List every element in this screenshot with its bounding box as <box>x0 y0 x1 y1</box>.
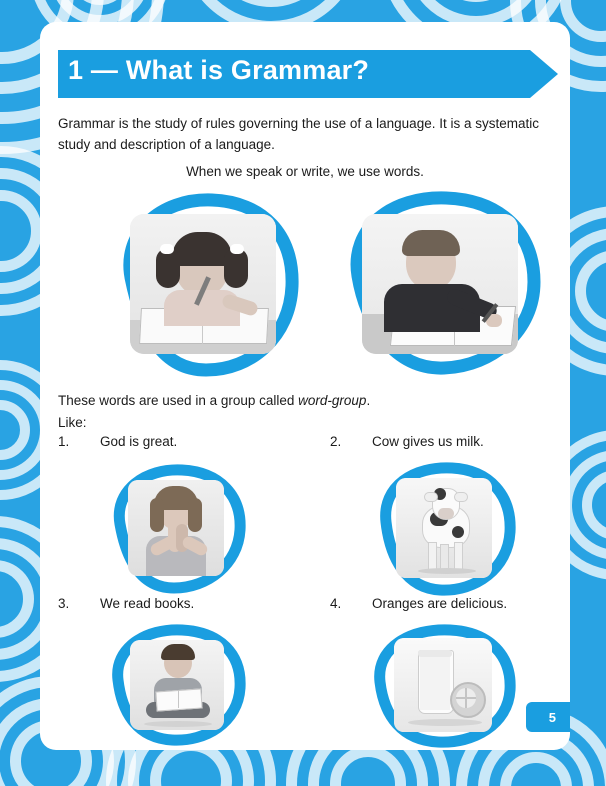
example-2-sentence: Cow gives us milk. <box>372 434 484 449</box>
content-sheet <box>40 22 570 750</box>
cow-photo <box>396 478 492 578</box>
girl-praying-photo-frame <box>104 462 250 596</box>
word-group-text-part1: These words are used in a group called <box>58 393 299 408</box>
milk-glass-and-orange-photo-frame <box>366 622 524 752</box>
example-2-number: 2. <box>330 434 342 449</box>
boy-reading-photo-frame <box>104 622 254 750</box>
word-group-text-part2: . <box>366 393 371 408</box>
centered-statement: When we speak or write, we use words. <box>186 164 424 179</box>
girl-reading-book-photo-frame <box>102 190 302 380</box>
like-label: Like: <box>58 414 87 430</box>
example-1-sentence: God is great. <box>100 434 178 449</box>
boy-reading-photo <box>130 640 224 730</box>
intro-paragraph: Grammar is the study of rules governing the use of a language. It is a systematic study and description of a language. <box>58 116 539 152</box>
example-3-sentence: We read books. <box>100 596 195 611</box>
page-number: 5 <box>548 710 556 725</box>
girl-praying-photo <box>128 480 224 576</box>
page-title: 1 — What is Grammar? <box>68 55 370 85</box>
cow-photo-frame <box>370 460 520 600</box>
example-1-number: 1. <box>58 434 70 449</box>
boy-writing-in-book-photo-frame <box>336 190 546 380</box>
example-3-number: 3. <box>58 596 70 611</box>
girl-reading-book-photo <box>130 214 276 354</box>
milk-glass-and-orange-photo <box>394 638 492 732</box>
word-group-paragraph <box>58 390 550 433</box>
boy-writing-in-book-photo <box>362 214 518 354</box>
word-group-term: word-group <box>298 393 367 408</box>
example-4-sentence: Oranges are delicious. <box>372 596 508 611</box>
example-4-number: 4. <box>330 596 342 611</box>
